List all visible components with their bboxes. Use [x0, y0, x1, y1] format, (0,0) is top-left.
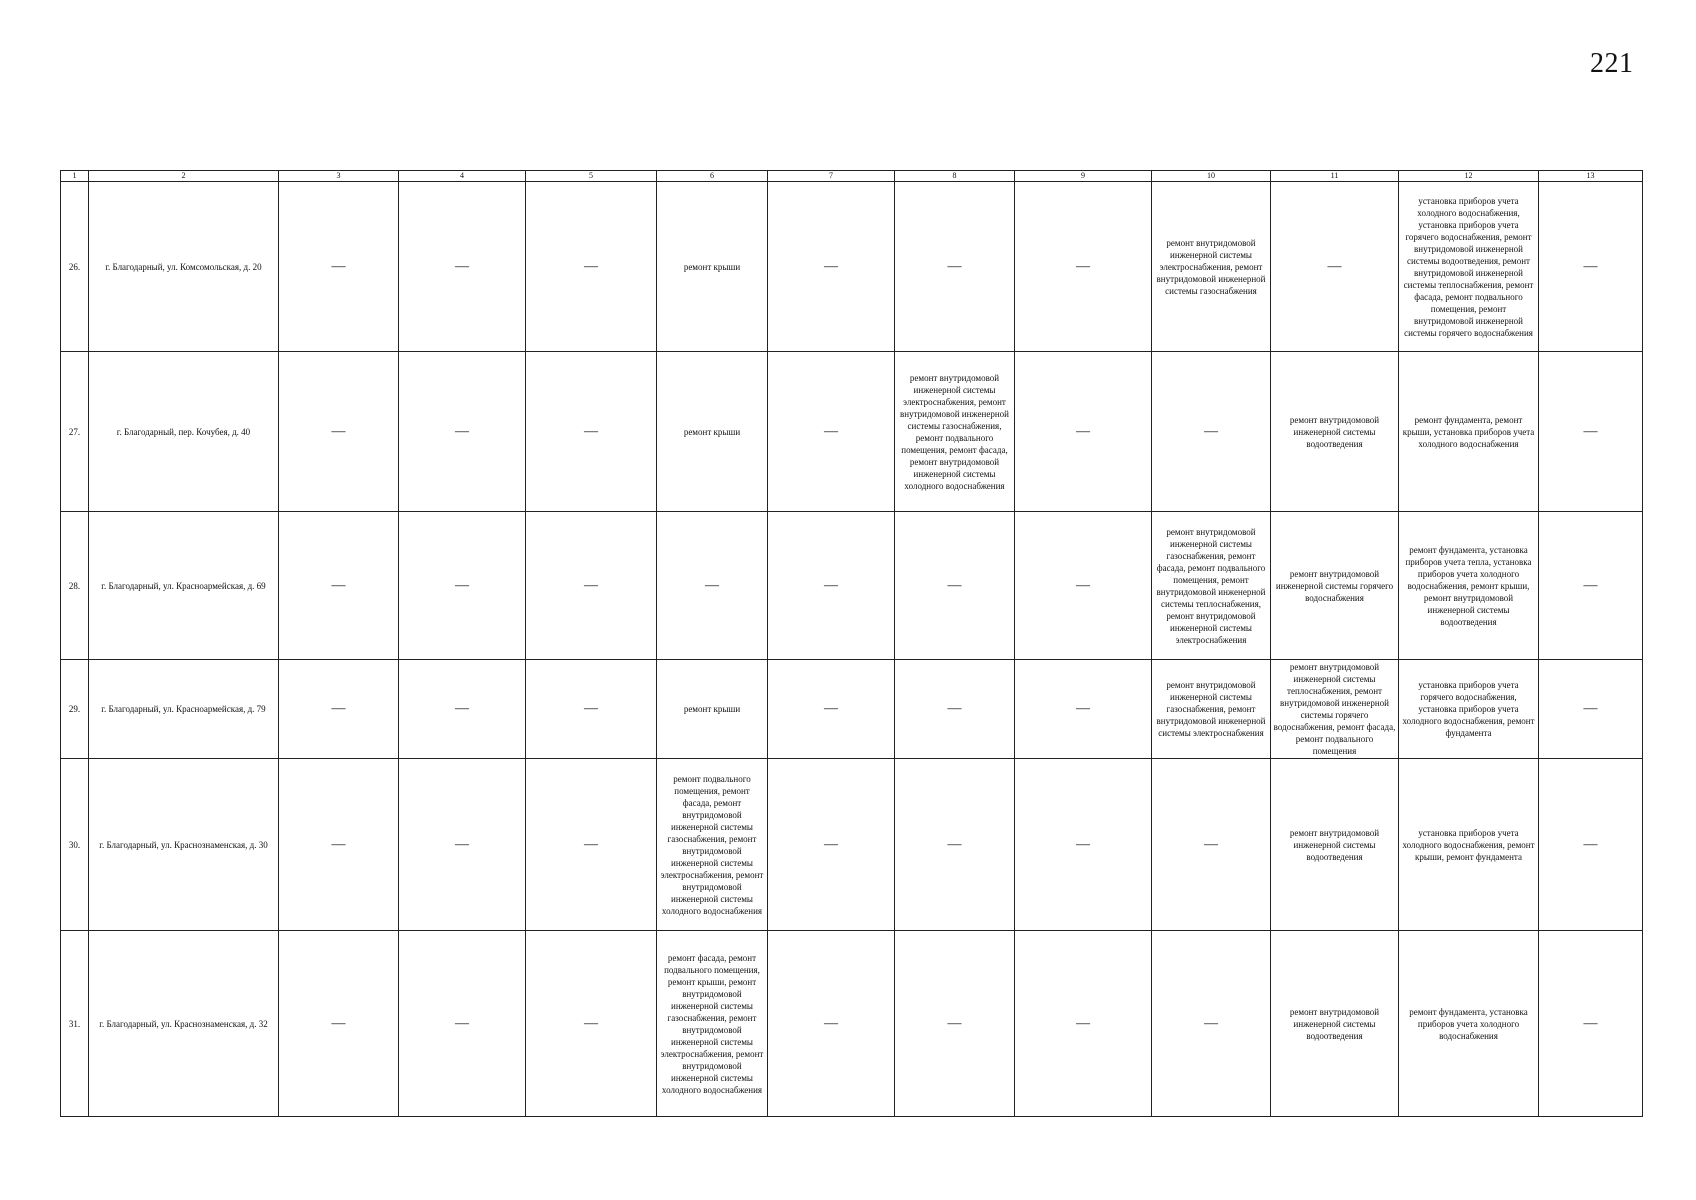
row-number: 28. [61, 512, 89, 660]
empty-dash-cell: — [526, 352, 657, 512]
column-header-9: 9 [1015, 171, 1152, 182]
row-number: 30. [61, 759, 89, 931]
address-cell: г. Благодарный, ул. Красноармейская, д. 79 [89, 660, 279, 759]
empty-dash-cell: — [768, 931, 895, 1117]
empty-dash-cell: — [1015, 931, 1152, 1117]
work-description-cell: ремонт крыши [657, 182, 768, 352]
empty-dash-cell: — [1015, 660, 1152, 759]
work-description-cell: ремонт внутридомовой инженерной системы теплоснабжения, ремонт внутридомовой инженерной системы горячего водоснабжения, ремонт фасада, ремонт подвального помещения [1271, 660, 1399, 759]
row-number: 31. [61, 931, 89, 1117]
empty-dash-cell: — [1539, 352, 1643, 512]
table-row [61, 660, 1643, 759]
address-cell: г. Благодарный, ул. Краснознаменская, д. 30 [89, 759, 279, 931]
empty-dash-cell: — [526, 182, 657, 352]
work-description-cell: ремонт внутридомовой инженерной системы газоснабжения, ремонт фасада, ремонт подвального помещения, ремонт внутридомовой инженерной системы теплоснабжения, ремонт внутридомовой инженерной системы электроснабжения [1152, 512, 1271, 660]
empty-dash-cell: — [1015, 182, 1152, 352]
column-header-12: 12 [1399, 171, 1539, 182]
work-description-cell: ремонт подвального помещения, ремонт фасада, ремонт внутридомовой инженерной системы газоснабжения, ремонт внутридомовой инженерной системы электроснабжения, ремонт внутридомовой инженерной системы холодного водоснабжения [657, 759, 768, 931]
empty-dash-cell: — [279, 759, 399, 931]
empty-dash-cell: — [895, 660, 1015, 759]
empty-dash-cell: — [1152, 352, 1271, 512]
row-number: 27. [61, 352, 89, 512]
empty-dash-cell: — [279, 182, 399, 352]
address-cell: г. Благодарный, ул. Комсомольская, д. 20 [89, 182, 279, 352]
empty-dash-cell: — [399, 512, 526, 660]
empty-dash-cell: — [399, 759, 526, 931]
empty-dash-cell: — [895, 182, 1015, 352]
column-header-5: 5 [526, 171, 657, 182]
empty-dash-cell: — [657, 512, 768, 660]
empty-dash-cell: — [399, 352, 526, 512]
row-number: 29. [61, 660, 89, 759]
work-description-cell: ремонт внутридомовой инженерной системы водоотведения [1271, 759, 1399, 931]
empty-dash-cell: — [1015, 352, 1152, 512]
empty-dash-cell: — [1015, 512, 1152, 660]
column-header-3: 3 [279, 171, 399, 182]
work-description-cell: ремонт фасада, ремонт подвального помещения, ремонт крыши, ремонт внутридомовой инженерной системы газоснабжения, ремонт внутридомовой инженерной системы электроснабжения, ремонт внутридомовой инженерной системы холодного водоснабжения [657, 931, 768, 1117]
empty-dash-cell: — [1015, 759, 1152, 931]
empty-dash-cell: — [1539, 759, 1643, 931]
table-row [61, 182, 1643, 352]
empty-dash-cell: — [399, 931, 526, 1117]
empty-dash-cell: — [399, 182, 526, 352]
work-description-cell: ремонт внутридомовой инженерной системы водоотведения [1271, 352, 1399, 512]
page-number: 221 [1590, 48, 1634, 79]
address-cell: г. Благодарный, пер. Кочубея, д. 40 [89, 352, 279, 512]
empty-dash-cell: — [768, 352, 895, 512]
column-header-1: 1 [61, 171, 89, 182]
empty-dash-cell: — [526, 931, 657, 1117]
work-description-cell: ремонт крыши [657, 660, 768, 759]
empty-dash-cell: — [399, 660, 526, 759]
empty-dash-cell: — [768, 182, 895, 352]
empty-dash-cell: — [526, 759, 657, 931]
work-description-cell: ремонт внутридомовой инженерной системы электроснабжения, ремонт внутридомовой инженерной системы газоснабжения, ремонт подвального помещения, ремонт фасада, ремонт внутридомовой инженерной системы холодного водоснабжения [895, 352, 1015, 512]
work-description-cell: ремонт внутридомовой инженерной системы электроснабжения, ремонт внутридомовой инженерной системы газоснабжения [1152, 182, 1271, 352]
empty-dash-cell: — [895, 512, 1015, 660]
work-description-cell: ремонт фундамента, ремонт крыши, установка приборов учета холодного водоснабжения [1399, 352, 1539, 512]
column-header-6: 6 [657, 171, 768, 182]
row-number: 26. [61, 182, 89, 352]
empty-dash-cell: — [279, 352, 399, 512]
address-cell: г. Благодарный, ул. Красноармейская, д. 69 [89, 512, 279, 660]
work-description-cell: установка приборов учета холодного водоснабжения, установка приборов учета горячего водоснабжения, ремонт внутридомовой инженерной системы водоотведения, ремонт внутридомовой инженерной системы теплоснабжения, ремонт фасада, ремонт подвального помещения, ремонт внутридомовой инженерной системы горячего водоснабжения [1399, 182, 1539, 352]
empty-dash-cell: — [1539, 931, 1643, 1117]
column-header-7: 7 [768, 171, 895, 182]
empty-dash-cell: — [1539, 512, 1643, 660]
column-header-11: 11 [1271, 171, 1399, 182]
empty-dash-cell: — [895, 759, 1015, 931]
empty-dash-cell: — [768, 512, 895, 660]
work-description-cell: установка приборов учета холодного водоснабжения, ремонт крыши, ремонт фундамента [1399, 759, 1539, 931]
empty-dash-cell: — [768, 660, 895, 759]
table-row [61, 759, 1643, 931]
repair-schedule-table [60, 170, 1643, 1117]
work-description-cell: установка приборов учета горячего водоснабжения, установка приборов учета холодного водоснабжения, ремонт фундамента [1399, 660, 1539, 759]
work-description-cell: ремонт фундамента, установка приборов учета холодного водоснабжения [1399, 931, 1539, 1117]
column-header-10: 10 [1152, 171, 1271, 182]
work-description-cell: ремонт крыши [657, 352, 768, 512]
empty-dash-cell: — [279, 931, 399, 1117]
table-row [61, 512, 1643, 660]
column-header-4: 4 [399, 171, 526, 182]
empty-dash-cell: — [526, 512, 657, 660]
column-header-8: 8 [895, 171, 1015, 182]
work-description-cell: ремонт внутридомовой инженерной системы водоотведения [1271, 931, 1399, 1117]
empty-dash-cell: — [279, 512, 399, 660]
empty-dash-cell: — [526, 660, 657, 759]
work-description-cell: ремонт внутридомовой инженерной системы газоснабжения, ремонт внутридомовой инженерной системы электроснабжения [1152, 660, 1271, 759]
empty-dash-cell: — [279, 660, 399, 759]
empty-dash-cell: — [1152, 931, 1271, 1117]
empty-dash-cell: — [1539, 182, 1643, 352]
empty-dash-cell: — [895, 931, 1015, 1117]
header-row [61, 171, 1643, 182]
empty-dash-cell: — [1539, 660, 1643, 759]
work-description-cell: ремонт фундамента, установка приборов учета тепла, установка приборов учета холодного водоснабжения, ремонт крыши, ремонт внутридомовой инженерной системы водоотведения [1399, 512, 1539, 660]
table-row [61, 352, 1643, 512]
table-row [61, 931, 1643, 1117]
column-header-2: 2 [89, 171, 279, 182]
address-cell: г. Благодарный, ул. Краснознаменская, д. 32 [89, 931, 279, 1117]
column-header-13: 13 [1539, 171, 1643, 182]
empty-dash-cell: — [1152, 759, 1271, 931]
empty-dash-cell: — [768, 759, 895, 931]
empty-dash-cell: — [1271, 182, 1399, 352]
work-description-cell: ремонт внутридомовой инженерной системы горячего водоснабжения [1271, 512, 1399, 660]
